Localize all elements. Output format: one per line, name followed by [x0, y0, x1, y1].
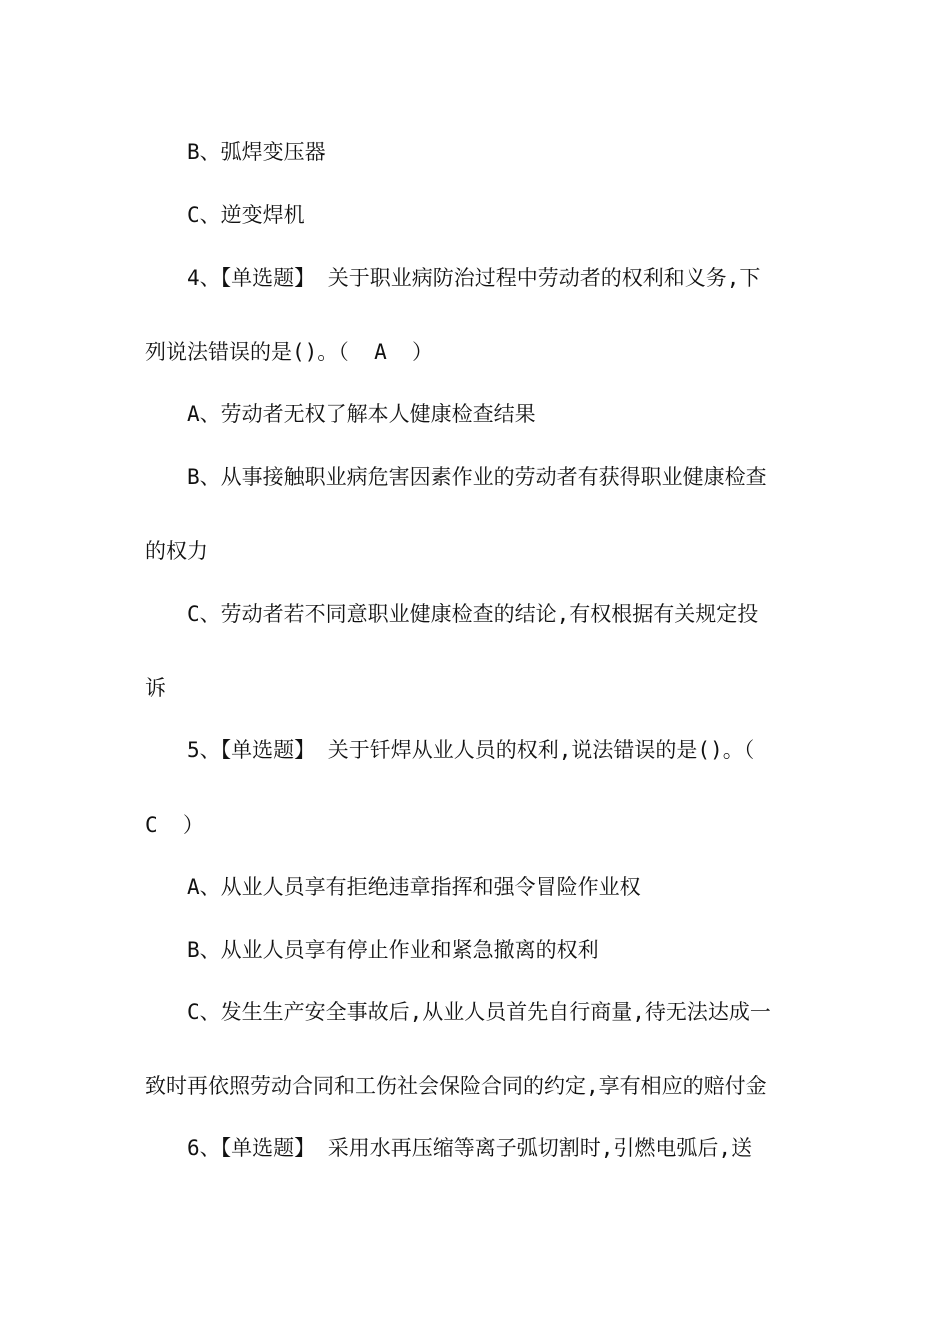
option-b-q4-line-2: 的权力: [145, 539, 208, 563]
option-c-q5-line-2: 致时再依照劳动合同和工伤社会保险合同的约定,享有相应的赔付金: [145, 1074, 767, 1098]
option-c-q4-line-1: C、劳动者若不同意职业健康检查的结论,有权根据有关规定投: [187, 602, 759, 626]
question-5-line-2: C ）: [145, 813, 204, 837]
question-4-line-2: 列说法错误的是()。（ A ）: [145, 340, 434, 364]
option-b-q4-line-1: B、从事接触职业病危害因素作业的劳动者有获得职业健康检查: [187, 465, 767, 489]
option-b-q5: B、从业人员享有停止作业和紧急撤离的权利: [187, 938, 599, 962]
option-a-q4: A、劳动者无权了解本人健康检查结果: [187, 402, 536, 426]
option-b-q3: B、弧焊变压器: [187, 140, 326, 164]
option-a-q5: A、从业人员享有拒绝违章指挥和强令冒险作业权: [187, 875, 641, 899]
question-6-line-1: 6、【单选题】 采用水再压缩等离子弧切割时,引燃电弧后,送: [187, 1136, 753, 1160]
question-5-line-1: 5、【单选题】 关于钎焊从业人员的权利,说法错误的是()。（: [187, 738, 755, 762]
option-c-q5-line-1: C、发生生产安全事故后,从业人员首先自行商量,待无法达成一: [187, 1000, 771, 1024]
option-c-q4-line-2: 诉: [145, 676, 166, 700]
question-4-line-1: 4、【单选题】 关于职业病防治过程中劳动者的权利和义务,下: [187, 266, 761, 290]
option-c-q3: C、逆变焊机: [187, 203, 305, 227]
